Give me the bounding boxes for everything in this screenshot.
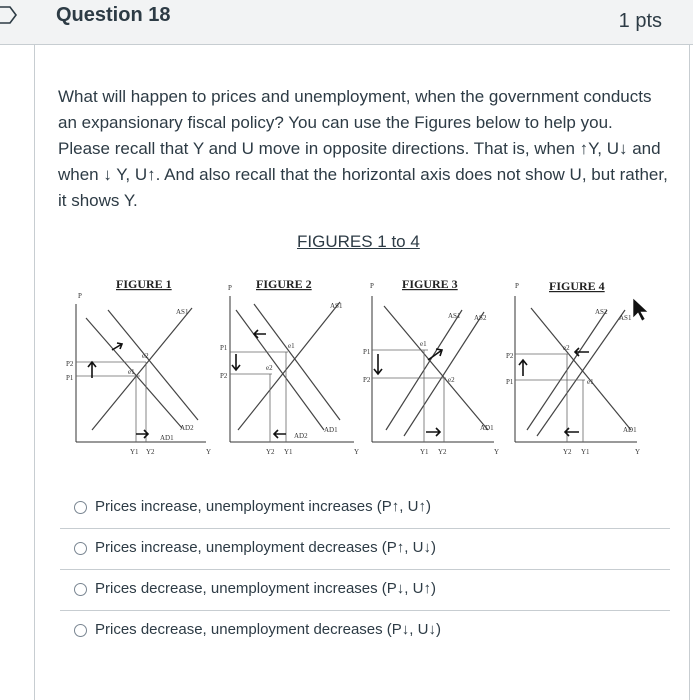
figure-2-price-down-arrow — [232, 354, 240, 370]
figure-2-ad1-curve — [236, 310, 324, 430]
figure-4-shift-arrow — [575, 348, 589, 356]
answer-option-3[interactable] — [60, 569, 670, 610]
answer-text-2[interactable]: Prices increase, unemployment decreases (P↑, U↓) — [95, 539, 436, 556]
figure-3-price-down-arrow — [374, 354, 382, 374]
answer-radio-3[interactable] — [74, 583, 87, 596]
mouse-cursor-icon — [633, 298, 648, 321]
answer-text-4[interactable]: Prices decrease, unemployment decreases (P↓, U↓) — [95, 621, 441, 638]
question-title: Question 18 — [56, 4, 171, 26]
figure-3-ad1-curve — [384, 306, 488, 430]
figure-4-y-axis: Y — [635, 448, 641, 456]
question-text: What will happen to prices and unemployment, when the government conducts an expansionary fiscal policy? You can use the Figures below to help you. Please recall that Y and U move in opposite directions. That is, when ↑Y, U↓ and when ↓ Y, U↑. And also recall that the horizontal axis does not show U, but rather, it shows Y. — [58, 87, 668, 210]
figure-2-shift-arrow — [254, 330, 266, 338]
figure-2-ad2: AD2 — [294, 432, 308, 440]
figure-1-as-curve — [92, 308, 192, 430]
figure-3-output-right-arrow — [426, 428, 440, 436]
figure-2-y2: Y2 — [266, 448, 275, 456]
figure-1-e2: e2 — [142, 352, 149, 360]
figure-4-y2: Y2 — [563, 448, 572, 456]
figure-1 — [64, 270, 214, 470]
figure-3-p2: P2 — [363, 376, 371, 384]
figure-3 — [364, 270, 509, 470]
figure-2-p2: P2 — [220, 372, 228, 380]
figure-2-ad2-curve — [254, 304, 340, 420]
figure-3-as2: AS2 — [474, 314, 487, 322]
answer-radio-4[interactable] — [74, 624, 87, 637]
figures-panel — [64, 270, 654, 470]
answer-option-1[interactable] — [60, 488, 670, 528]
figure-2-output-left-arrow — [274, 430, 286, 438]
figure-2-y-axis: Y — [354, 448, 360, 456]
figure-1-label: FIGURE 1 — [116, 277, 172, 291]
figure-4-as1: AS1 — [619, 314, 632, 322]
figure-2-e2: e2 — [266, 364, 273, 372]
figure-4-output-left-arrow — [565, 428, 579, 436]
figure-4-p-axis: P — [515, 282, 519, 290]
question-points: 1 pts — [618, 10, 662, 32]
figure-2-p-axis: P — [228, 284, 232, 292]
answer-text-3[interactable]: Prices decrease, unemployment increases (P↓, U↑) — [95, 580, 436, 597]
figure-1-p1: P1 — [66, 374, 74, 382]
answer-radio-2[interactable] — [74, 542, 87, 555]
figure-1-e1: e1 — [128, 368, 135, 376]
figure-4-ad1: AD1 — [623, 426, 637, 434]
figure-1-y-axis: Y — [206, 448, 212, 456]
figure-3-shift-arrow — [428, 349, 442, 360]
figure-3-ad1: AD1 — [480, 424, 494, 432]
figure-1-ad2: AD2 — [180, 424, 194, 432]
figure-1-p2: P2 — [66, 360, 74, 368]
figure-4-e1: e1 — [587, 378, 594, 386]
figure-3-e1: e1 — [420, 340, 427, 348]
figure-4-p2: P2 — [506, 352, 514, 360]
figure-2-p1: P1 — [220, 344, 228, 352]
answer-options — [60, 488, 670, 651]
figure-2-as: AS1 — [330, 302, 343, 310]
figure-2-y1: Y1 — [284, 448, 293, 456]
figure-2-as-curve — [238, 302, 340, 430]
figure-1-ad2-curve — [108, 310, 198, 420]
answer-radio-1[interactable] — [74, 501, 87, 514]
content-border-right — [689, 44, 690, 700]
figure-3-y1: Y1 — [420, 448, 429, 456]
content-border-left — [34, 44, 35, 700]
figure-2-ad1: AD1 — [324, 426, 338, 434]
figure-4-as2: AS2 — [595, 308, 608, 316]
figure-4-y1: Y1 — [581, 448, 590, 456]
figure-2 — [214, 270, 362, 470]
figure-2-label: FIGURE 2 — [256, 277, 312, 291]
answer-text-1[interactable]: Prices increase, unemployment increases (P↑, U↑) — [95, 498, 431, 515]
figure-3-p1: P1 — [363, 348, 371, 356]
figure-4-as1-curve — [537, 310, 625, 436]
figures-title: FIGURES 1 to 4 — [297, 232, 420, 251]
figure-4 — [506, 270, 654, 470]
figure-1-y2: Y2 — [146, 448, 155, 456]
figure-1-ad1: AD1 — [160, 434, 174, 442]
figure-3-label: FIGURE 3 — [402, 277, 458, 291]
bookmark-flag-icon[interactable] — [0, 6, 18, 24]
figure-1-p-axis: P — [78, 292, 82, 300]
answer-option-2[interactable] — [60, 528, 670, 569]
figure-4-label: FIGURE 4 — [549, 279, 605, 293]
figure-4-ad1-curve — [531, 308, 631, 430]
figure-4-e2: e2 — [563, 344, 570, 352]
figure-2-e1: e1 — [288, 342, 295, 350]
figure-1-y1: Y1 — [130, 448, 139, 456]
figure-3-p-axis: P — [370, 282, 374, 290]
answer-option-4[interactable] — [60, 610, 670, 651]
figure-3-y2: Y2 — [438, 448, 447, 456]
figure-1-as: AS1 — [176, 308, 189, 316]
figure-4-p1: P1 — [506, 378, 514, 386]
figure-1-output-right-arrow — [136, 430, 148, 438]
figure-3-y-axis: Y — [494, 448, 500, 456]
figure-3-as1: AS1 — [448, 312, 461, 320]
figure-3-e2: e2 — [448, 376, 455, 384]
figure-4-price-up-arrow — [519, 360, 527, 376]
figure-1-shift-arrow — [112, 343, 122, 350]
question-header — [0, 0, 693, 45]
